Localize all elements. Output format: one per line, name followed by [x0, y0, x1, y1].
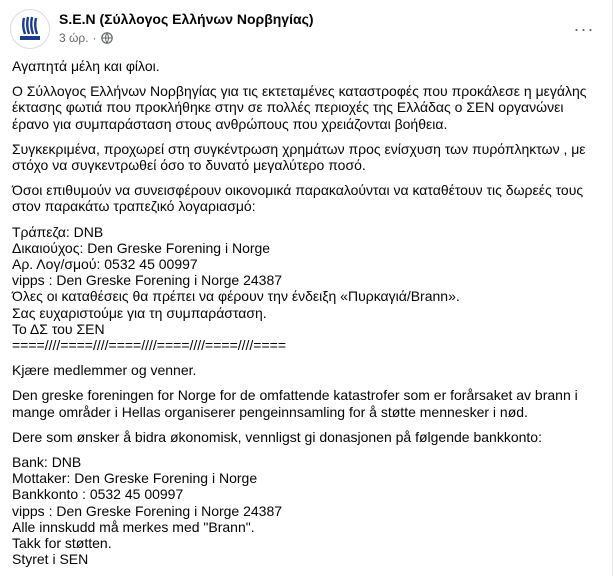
page-name-link[interactable]: S.E.N (Σύλλογος Ελλήνων Νορβηγίας) [59, 11, 314, 27]
post-paragraph: Αγαπητά μέλη και φίλοι. [12, 58, 160, 74]
post-paragraph: Ο Σύλλογος Ελλήνων Νορβηγίας για τις εκτεταμένες καταστροφές που προκάλεσε η μεγάλης έκτασης φωτιά που προκλήθηκε στην σε πολλές περιοχές της Ελλάδας ο ΣΕΝ οργανώνει έρανο για συμπαράσταση στους ανθρώπους που χρειάζονται βοήθεια. [12, 83, 587, 132]
post-paragraph: Den greske foreningen for Norge for de omfattende katastrofer som er forårsaket av brann i mange områder i Hellas organiserer pengeinnsamling for å støtte mennesker i nød. [12, 387, 578, 420]
post-paragraph: Dere som ønsker å bidra økonomisk, vennligst gi donasjonen på følgende bankkonto: [12, 428, 542, 445]
post-paragraph: Συγκεκριμένα, προχωρεί στη συγκέντρωση χρημάτων προς ενίσχυση των πυρόπληκτων , με στόχο να συγκεντρωθεί όσο το δυνατό μεγαλύτερο ποσό. [12, 140, 586, 174]
post-paragraph: Τράπεζα: DNB Δικαιούχος: Den Greske Forening i Norge Αρ. Λογ/σμού: 0532 45 00997 vipps : Den Greske Forening i Norge 24387 Όλες οι καταθέσεις θα πρέπει να φέρουν την ένδειξη «Πυρκαγιά/Brann». Σας ευχαριστούμε για τη συμπαράσταση. Το ΔΣ του ΣΕΝ ====////====////====////====////====////==== [12, 223, 460, 354]
post-timestamp[interactable]: 3 ώρ. [59, 31, 89, 45]
page-avatar[interactable] [10, 9, 50, 49]
post-body [12, 58, 598, 576]
globe-icon[interactable] [101, 32, 113, 44]
meta-separator: · [92, 31, 97, 45]
more-options-button[interactable]: ··· [573, 18, 595, 39]
post-paragraph: Kjære medlemmer og venner. [12, 362, 197, 379]
association-logo-icon [11, 10, 49, 48]
post-paragraph: Όσοι επιθυμούν να συνεισφέρουν οικονομικά παρακαλούνται να καταθέτουν τις δωρεές τους στον παρακάτω τραπεζικό λογαριασμό: [12, 182, 584, 215]
post-paragraph: Bank: DNB Mottaker: Den Greske Forening i Norge Bankkonto : 0532 45 00997 vipps : Den Greske Forening i Norge 24387 Alle innskudd må merkes med "Brann". Takk for støtten. Styret i SEN [12, 454, 283, 568]
post-header [10, 9, 602, 45]
post-meta [59, 31, 113, 45]
